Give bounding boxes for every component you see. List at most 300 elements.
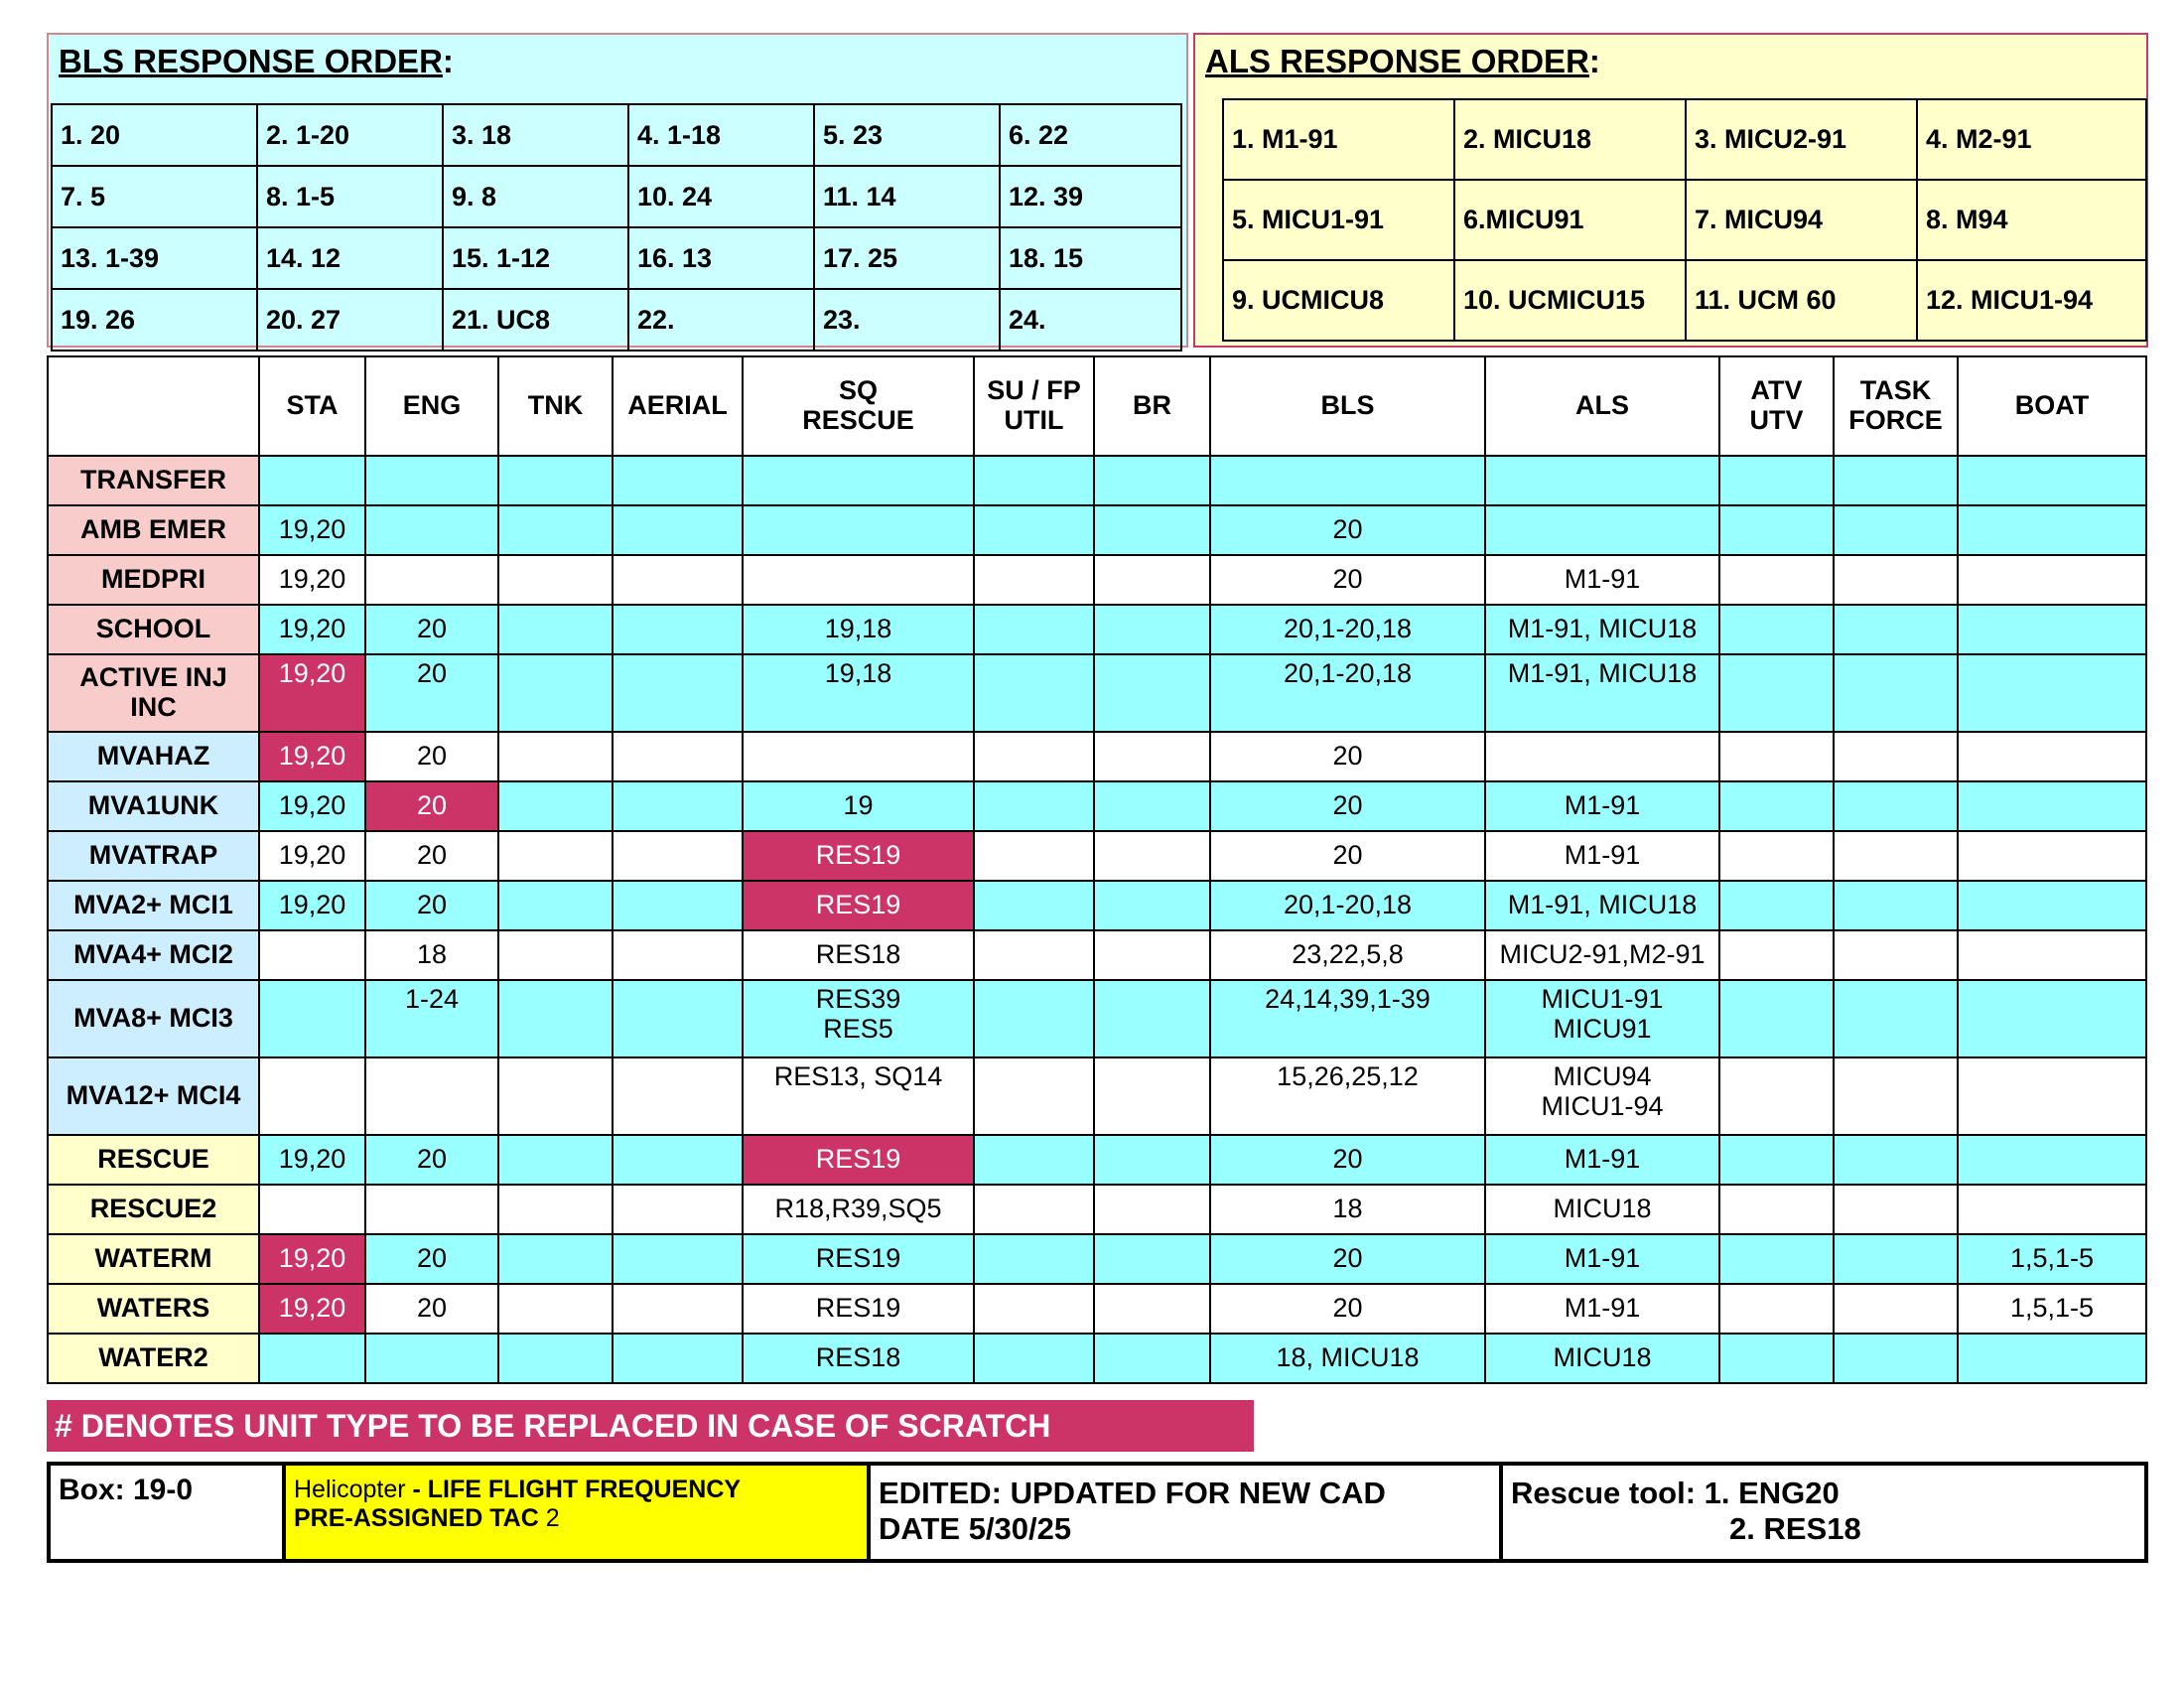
table-row — [48, 881, 2146, 930]
bls-cell: 2. 1-20 — [257, 104, 443, 166]
table-cell — [1719, 781, 1834, 831]
table-cell — [974, 456, 1094, 505]
helicopter-info — [286, 1466, 871, 1559]
als-cell: 9. UCMICU8 — [1223, 260, 1454, 341]
table-cell — [1834, 654, 1958, 732]
edited-date: DATE 5/30/25 — [879, 1510, 1072, 1546]
table-cell: 19,20 — [259, 881, 365, 930]
column-header: AERIAL — [613, 356, 743, 456]
row-label: ACTIVE INJ INC — [48, 654, 259, 732]
table-cell — [1834, 1234, 1958, 1284]
table-cell — [1485, 505, 1719, 555]
table-cell: 19,20 — [259, 781, 365, 831]
row-label: WATERM — [48, 1234, 259, 1284]
bls-cell: 12. 39 — [1000, 166, 1181, 227]
table-row — [48, 930, 2146, 980]
table-cell: 19,20 — [259, 654, 365, 732]
table-cell: M1-91 — [1485, 831, 1719, 881]
row-label: SCHOOL — [48, 605, 259, 654]
table-cell — [1094, 654, 1210, 732]
bls-cell: 1. 20 — [52, 104, 257, 166]
table-cell — [1958, 980, 2146, 1057]
table-cell: 20,1-20,18 — [1210, 881, 1485, 930]
als-cell: 7. MICU94 — [1686, 180, 1917, 260]
table-cell — [498, 732, 613, 781]
als-cell: 8. M94 — [1917, 180, 2146, 260]
als-cell: 6.MICU91 — [1454, 180, 1686, 260]
table-cell — [498, 654, 613, 732]
table-cell — [1958, 1135, 2146, 1185]
table-row — [48, 456, 2146, 505]
als-cell: 11. UCM 60 — [1686, 260, 1917, 341]
table-cell: 20 — [1210, 781, 1485, 831]
table-cell — [1834, 605, 1958, 654]
rescue-tool-info — [1503, 1466, 2144, 1559]
table-row — [48, 831, 2146, 881]
table-cell: 1,5,1-5 — [1958, 1284, 2146, 1334]
table-row — [48, 980, 2146, 1057]
table-row — [48, 781, 2146, 831]
table-row — [48, 1185, 2146, 1234]
table-cell — [613, 881, 743, 930]
table-cell — [1485, 732, 1719, 781]
table-cell — [1958, 456, 2146, 505]
table-cell — [365, 555, 498, 605]
table-cell — [1719, 1185, 1834, 1234]
table-cell: 19,20 — [259, 732, 365, 781]
table-cell: 20 — [1210, 1284, 1485, 1334]
column-header — [48, 356, 259, 456]
table-row — [48, 1234, 2146, 1284]
table-cell — [974, 831, 1094, 881]
bls-cell: 16. 13 — [628, 227, 814, 289]
table-cell — [1958, 605, 2146, 654]
bls-cell: 3. 18 — [443, 104, 628, 166]
bls-title: BLS RESPONSE ORDER: — [59, 43, 454, 79]
table-cell: RES18 — [743, 930, 974, 980]
bls-cell: 14. 12 — [257, 227, 443, 289]
table-cell — [743, 555, 974, 605]
table-cell — [498, 781, 613, 831]
row-label: TRANSFER — [48, 456, 259, 505]
table-cell: 24,14,39,1-39 — [1210, 980, 1485, 1057]
table-cell — [259, 1185, 365, 1234]
table-cell: 18 — [1210, 1185, 1485, 1234]
table-cell — [974, 930, 1094, 980]
table-cell — [1834, 1334, 1958, 1383]
column-header: TASK FORCE — [1834, 356, 1958, 456]
table-cell: MICU1-91 MICU91 — [1485, 980, 1719, 1057]
table-cell — [1719, 456, 1834, 505]
table-cell — [1958, 654, 2146, 732]
als-cell: 5. MICU1-91 — [1223, 180, 1454, 260]
table-cell — [613, 831, 743, 881]
table-cell: MICU18 — [1485, 1185, 1719, 1234]
table-cell: RES19 — [743, 831, 974, 881]
table-cell: M1-91, MICU18 — [1485, 654, 1719, 732]
table-cell — [498, 881, 613, 930]
table-cell: 20 — [365, 605, 498, 654]
table-cell: 19,18 — [743, 654, 974, 732]
table-cell: MICU2-91,M2-91 — [1485, 930, 1719, 980]
column-header: BLS — [1210, 356, 1485, 456]
table-cell: M1-91 — [1485, 781, 1719, 831]
table-cell — [498, 555, 613, 605]
table-cell — [259, 930, 365, 980]
table-cell — [974, 781, 1094, 831]
table-cell — [1958, 881, 2146, 930]
bls-cell: 20. 27 — [257, 289, 443, 351]
als-order-table — [1222, 98, 2147, 342]
table-cell — [1834, 732, 1958, 781]
table-cell: 1-24 — [365, 980, 498, 1057]
table-cell: 18, MICU18 — [1210, 1334, 1485, 1383]
table-cell — [743, 505, 974, 555]
bls-cell: 23. — [814, 289, 1000, 351]
column-header: SU / FP UTIL — [974, 356, 1094, 456]
bls-order-table — [51, 103, 1182, 352]
table-cell: RES13, SQ14 — [743, 1057, 974, 1135]
table-cell — [1094, 980, 1210, 1057]
table-cell: M1-91 — [1485, 1284, 1719, 1334]
table-cell: 20 — [365, 654, 498, 732]
table-cell — [1834, 781, 1958, 831]
table-cell — [974, 1334, 1094, 1383]
bls-response-order-panel — [47, 33, 1188, 348]
column-header: ALS — [1485, 356, 1719, 456]
row-label: MVA2+ MCI1 — [48, 881, 259, 930]
column-header: ENG — [365, 356, 498, 456]
table-cell — [1719, 881, 1834, 930]
row-label: MVA8+ MCI3 — [48, 980, 259, 1057]
row-label: WATERS — [48, 1284, 259, 1334]
table-cell — [1094, 505, 1210, 555]
table-cell — [1834, 980, 1958, 1057]
bls-cell: 5. 23 — [814, 104, 1000, 166]
table-cell: 20 — [1210, 555, 1485, 605]
bls-cell: 15. 1-12 — [443, 227, 628, 289]
table-cell: 15,26,25,12 — [1210, 1057, 1485, 1135]
table-cell — [974, 654, 1094, 732]
response-matrix — [47, 355, 2147, 1384]
table-cell — [1094, 930, 1210, 980]
table-cell — [1834, 1284, 1958, 1334]
table-cell — [1719, 1334, 1834, 1383]
table-cell — [974, 980, 1094, 1057]
als-cell: 4. M2-91 — [1917, 99, 2146, 180]
table-cell — [613, 732, 743, 781]
edit-notes — [871, 1466, 1503, 1559]
table-cell — [613, 980, 743, 1057]
table-cell — [1834, 555, 1958, 605]
table-cell — [1958, 781, 2146, 831]
table-cell: MICU18 — [1485, 1334, 1719, 1383]
als-title: ALS RESPONSE ORDER: — [1205, 43, 1600, 79]
bls-row — [52, 227, 1181, 289]
table-cell — [1958, 732, 2146, 781]
table-cell — [1094, 1135, 1210, 1185]
table-cell — [498, 930, 613, 980]
table-cell — [613, 781, 743, 831]
table-cell: 20,1-20,18 — [1210, 605, 1485, 654]
bls-cell: 10. 24 — [628, 166, 814, 227]
bls-cell: 24. — [1000, 289, 1181, 351]
table-cell — [974, 1185, 1094, 1234]
tac-value: 2 — [538, 1503, 560, 1532]
bls-row — [52, 289, 1181, 351]
table-cell — [1719, 1284, 1834, 1334]
helicopter-label: Helicopter — [294, 1476, 406, 1503]
table-cell — [1719, 1135, 1834, 1185]
table-cell — [1958, 831, 2146, 881]
table-cell — [974, 505, 1094, 555]
bls-cell: 4. 1-18 — [628, 104, 814, 166]
table-cell — [1094, 831, 1210, 881]
table-cell — [974, 732, 1094, 781]
row-label: MVATRAP — [48, 831, 259, 881]
table-cell — [1094, 1334, 1210, 1383]
table-cell: 20 — [1210, 1234, 1485, 1284]
table-cell: 19,20 — [259, 1284, 365, 1334]
column-header: SQ RESCUE — [743, 356, 974, 456]
table-cell: RES19 — [743, 1234, 974, 1284]
table-cell — [498, 1057, 613, 1135]
als-cell: 2. MICU18 — [1454, 99, 1686, 180]
als-cell: 3. MICU2-91 — [1686, 99, 1917, 180]
table-cell: 20 — [1210, 831, 1485, 881]
table-cell: RES19 — [743, 1135, 974, 1185]
table-cell — [498, 605, 613, 654]
column-header: TNK — [498, 356, 613, 456]
als-response-order-panel — [1193, 33, 2148, 348]
bls-row — [52, 166, 1181, 227]
table-cell — [1834, 1135, 1958, 1185]
table-cell — [365, 1334, 498, 1383]
als-cell: 12. MICU1-94 — [1917, 260, 2146, 341]
table-cell — [1958, 505, 2146, 555]
table-cell — [974, 1135, 1094, 1185]
als-row — [1223, 260, 2146, 341]
table-cell — [1485, 456, 1719, 505]
table-cell: R18,R39,SQ5 — [743, 1185, 974, 1234]
life-flight-frequency: - LIFE FLIGHT FREQUENCY — [405, 1476, 742, 1503]
footer-info — [47, 1462, 2148, 1563]
row-label: MVAHAZ — [48, 732, 259, 781]
table-cell: 1,5,1-5 — [1958, 1234, 2146, 1284]
table-cell — [1094, 1234, 1210, 1284]
table-cell: M1-91, MICU18 — [1485, 881, 1719, 930]
table-cell: 19,20 — [259, 831, 365, 881]
table-cell: RES19 — [743, 881, 974, 930]
table-cell — [1094, 1057, 1210, 1135]
table-cell — [259, 1334, 365, 1383]
edited-text: EDITED: UPDATED FOR NEW CAD — [879, 1476, 1386, 1510]
table-cell: 19,20 — [259, 555, 365, 605]
bls-cell: 22. — [628, 289, 814, 351]
table-cell — [498, 1234, 613, 1284]
table-cell — [1719, 654, 1834, 732]
bls-cell: 9. 8 — [443, 166, 628, 227]
table-cell — [1094, 456, 1210, 505]
table-cell — [259, 980, 365, 1057]
table-cell — [365, 1185, 498, 1234]
column-header: ATV UTV — [1719, 356, 1834, 456]
table-cell: 19,20 — [259, 605, 365, 654]
table-cell — [498, 1284, 613, 1334]
table-cell: 20 — [365, 1135, 498, 1185]
table-cell — [498, 505, 613, 555]
table-cell — [1834, 881, 1958, 930]
table-cell — [1719, 930, 1834, 980]
table-cell — [613, 1135, 743, 1185]
table-cell: 18 — [365, 930, 498, 980]
table-cell: 20 — [1210, 505, 1485, 555]
column-header: BOAT — [1958, 356, 2146, 456]
table-cell — [1094, 881, 1210, 930]
table-cell: 20 — [1210, 1135, 1485, 1185]
table-cell: MICU94 MICU1-94 — [1485, 1057, 1719, 1135]
table-row — [48, 1135, 2146, 1185]
table-row — [48, 732, 2146, 781]
table-cell: 20 — [1210, 732, 1485, 781]
table-cell — [613, 456, 743, 505]
als-row — [1223, 180, 2146, 260]
table-cell — [259, 456, 365, 505]
table-cell — [613, 1185, 743, 1234]
table-cell: 19,20 — [259, 1135, 365, 1185]
table-row — [48, 1057, 2146, 1135]
bls-cell: 7. 5 — [52, 166, 257, 227]
table-cell — [365, 1057, 498, 1135]
bls-cell: 13. 1-39 — [52, 227, 257, 289]
table-cell — [1958, 1185, 2146, 1234]
table-cell: 20 — [365, 831, 498, 881]
bls-cell: 21. UC8 — [443, 289, 628, 351]
table-cell — [613, 930, 743, 980]
row-label: MVA1UNK — [48, 781, 259, 831]
table-cell — [743, 732, 974, 781]
table-cell — [613, 1057, 743, 1135]
table-cell: RES18 — [743, 1334, 974, 1383]
rescue-tool-1: Rescue tool: 1. ENG20 — [1511, 1476, 1840, 1510]
als-cell: 1. M1-91 — [1223, 99, 1454, 180]
row-label: MEDPRI — [48, 555, 259, 605]
table-cell — [1094, 732, 1210, 781]
table-cell — [613, 605, 743, 654]
table-cell: 19,18 — [743, 605, 974, 654]
table-cell — [1958, 555, 2146, 605]
rescue-tool-2: 2. RES18 — [1729, 1510, 1861, 1546]
table-cell — [498, 1334, 613, 1383]
row-label: RESCUE2 — [48, 1185, 259, 1234]
table-cell: RES19 — [743, 1284, 974, 1334]
scratch-note: # DENOTES UNIT TYPE TO BE REPLACED IN CASE OF SCRATCH — [47, 1400, 1254, 1452]
box-number: Box: 19-0 — [51, 1466, 286, 1559]
table-cell — [1834, 456, 1958, 505]
table-cell — [613, 654, 743, 732]
bls-cell: 8. 1-5 — [257, 166, 443, 227]
table-cell: 19,20 — [259, 1234, 365, 1284]
bls-cell: 11. 14 — [814, 166, 1000, 227]
table-cell: M1-91 — [1485, 555, 1719, 605]
table-cell — [365, 505, 498, 555]
table-cell — [1719, 605, 1834, 654]
table-cell — [1210, 456, 1485, 505]
table-cell — [498, 1135, 613, 1185]
row-label: RESCUE — [48, 1135, 259, 1185]
table-cell — [974, 881, 1094, 930]
table-cell: 19 — [743, 781, 974, 831]
tac-label: PRE-ASSIGNED TAC — [294, 1503, 539, 1532]
table-cell — [498, 1185, 613, 1234]
table-cell — [498, 456, 613, 505]
table-cell: 23,22,5,8 — [1210, 930, 1485, 980]
table-cell — [1719, 555, 1834, 605]
table-cell: 20,1-20,18 — [1210, 654, 1485, 732]
table-cell — [1958, 930, 2146, 980]
table-cell — [1958, 1334, 2146, 1383]
row-label: WATER2 — [48, 1334, 259, 1383]
table-cell — [1094, 555, 1210, 605]
table-cell: 20 — [365, 781, 498, 831]
table-cell: 20 — [365, 1284, 498, 1334]
table-cell — [974, 1234, 1094, 1284]
row-label: MVA4+ MCI2 — [48, 930, 259, 980]
table-cell — [498, 980, 613, 1057]
table-cell — [613, 555, 743, 605]
table-cell — [1094, 605, 1210, 654]
table-cell — [259, 1057, 365, 1135]
table-cell: RES39 RES5 — [743, 980, 974, 1057]
row-label: AMB EMER — [48, 505, 259, 555]
table-cell: 19,20 — [259, 505, 365, 555]
column-header: BR — [1094, 356, 1210, 456]
row-label: MVA12+ MCI4 — [48, 1057, 259, 1135]
table-row — [48, 605, 2146, 654]
table-row — [48, 505, 2146, 555]
table-cell — [1958, 1057, 2146, 1135]
table-cell — [1719, 732, 1834, 781]
table-cell — [1834, 505, 1958, 555]
bls-cell: 6. 22 — [1000, 104, 1181, 166]
table-cell — [1834, 1057, 1958, 1135]
table-cell — [1094, 1284, 1210, 1334]
als-cell: 10. UCMICU15 — [1454, 260, 1686, 341]
table-cell: 20 — [365, 1234, 498, 1284]
table-row — [48, 1284, 2146, 1334]
bls-cell: 19. 26 — [52, 289, 257, 351]
bls-cell: 18. 15 — [1000, 227, 1181, 289]
table-cell — [1834, 930, 1958, 980]
table-cell — [974, 555, 1094, 605]
table-cell — [1719, 505, 1834, 555]
als-row — [1223, 99, 2146, 180]
table-cell: M1-91 — [1485, 1234, 1719, 1284]
table-cell — [1834, 1185, 1958, 1234]
table-cell — [1719, 1057, 1834, 1135]
table-cell — [498, 831, 613, 881]
table-cell: M1-91 — [1485, 1135, 1719, 1185]
table-cell — [613, 1284, 743, 1334]
table-cell: M1-91, MICU18 — [1485, 605, 1719, 654]
table-cell — [1094, 781, 1210, 831]
table-cell — [974, 1284, 1094, 1334]
table-cell — [1094, 1185, 1210, 1234]
table-row — [48, 1334, 2146, 1383]
table-cell — [613, 505, 743, 555]
table-cell — [613, 1334, 743, 1383]
table-row — [48, 555, 2146, 605]
